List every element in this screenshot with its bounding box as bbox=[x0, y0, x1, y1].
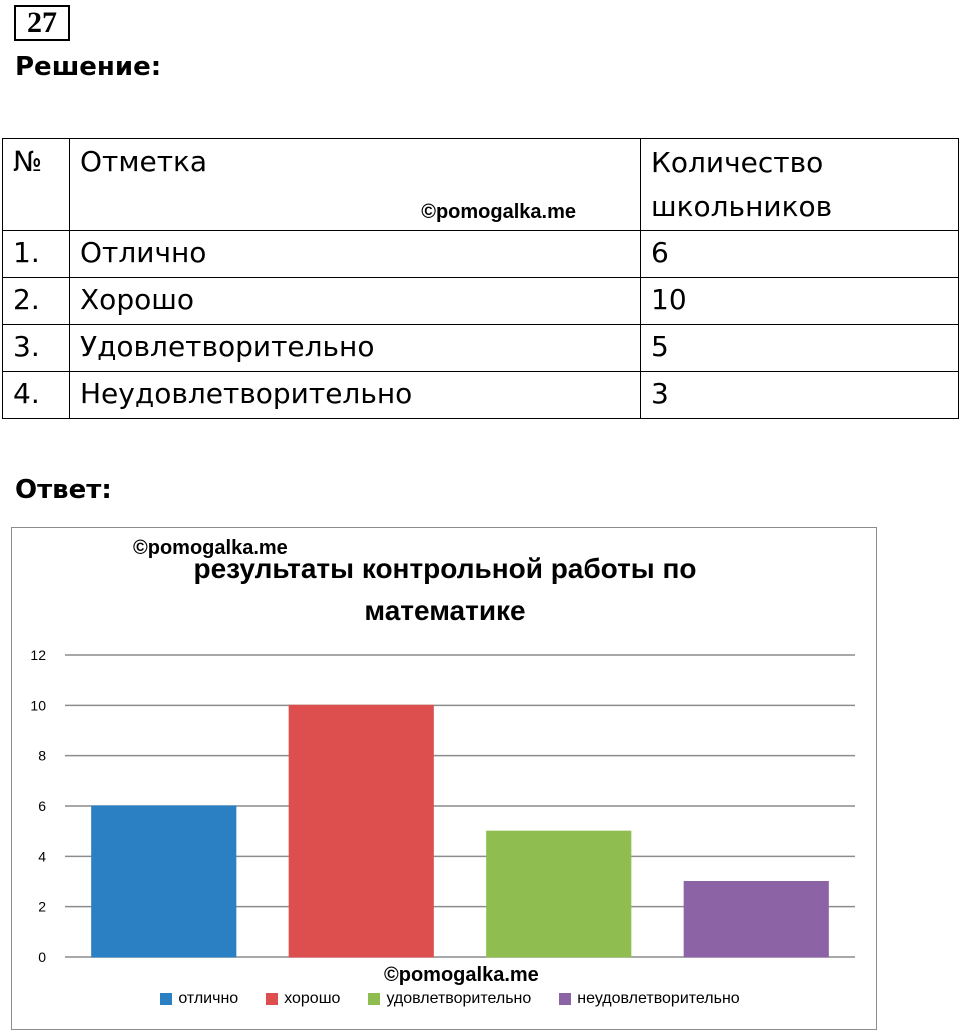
row-count: 10 bbox=[641, 278, 959, 325]
row-grade: Хорошо bbox=[70, 278, 641, 325]
row-num: 4. bbox=[3, 372, 70, 419]
bar-3 bbox=[487, 831, 631, 957]
answer-heading: Ответ: bbox=[15, 475, 112, 505]
legend-label: удовлетворительно bbox=[386, 990, 532, 1007]
header-count-line1: Количество bbox=[651, 146, 824, 179]
watermark-chart-bottom: ©pomogalka.me bbox=[384, 964, 539, 986]
y-tick-label: 4 bbox=[38, 848, 46, 865]
watermark-table: ©pomogalka.me bbox=[421, 201, 576, 223]
legend-label: неудовлетворительно bbox=[577, 990, 740, 1007]
legend-item bbox=[368, 990, 531, 1008]
row-num: 2. bbox=[3, 278, 70, 325]
row-grade: Отлично bbox=[70, 231, 641, 278]
row-grade: Удовлетворительно bbox=[70, 325, 641, 372]
bar-2 bbox=[289, 705, 433, 957]
watermark-chart-top: ©pomogalka.me bbox=[133, 537, 288, 559]
solution-heading: Решение: bbox=[15, 52, 162, 82]
row-grade: Неудовлетворительно bbox=[70, 372, 641, 419]
header-count-line2: школьников bbox=[651, 190, 833, 223]
chart-legend bbox=[0, 990, 900, 1008]
row-count: 6 bbox=[641, 231, 959, 278]
header-num: № bbox=[3, 139, 70, 231]
row-count: 5 bbox=[641, 325, 959, 372]
chart-title: результаты контрольной работы по математике bbox=[193, 553, 697, 626]
row-num: 1. bbox=[3, 231, 70, 278]
legend-swatch bbox=[559, 993, 571, 1005]
y-tick-label: 10 bbox=[30, 697, 46, 714]
y-tick-label: 0 bbox=[38, 949, 46, 965]
legend-label: хорошо bbox=[284, 990, 341, 1007]
legend-swatch bbox=[160, 993, 172, 1005]
y-tick-label: 8 bbox=[38, 747, 46, 764]
legend-item bbox=[266, 990, 340, 1008]
task-number: 27 bbox=[14, 5, 70, 41]
bar-1 bbox=[92, 806, 236, 957]
header-grade-label: Отметка bbox=[80, 145, 208, 178]
bar-4 bbox=[684, 882, 828, 958]
legend-swatch bbox=[266, 993, 278, 1005]
legend-swatch bbox=[368, 993, 380, 1005]
row-count: 3 bbox=[641, 372, 959, 419]
legend-label: отлично bbox=[178, 990, 239, 1007]
y-tick-label: 2 bbox=[38, 898, 46, 915]
legend-item bbox=[559, 990, 739, 1008]
y-tick-label: 6 bbox=[38, 798, 46, 814]
legend-item bbox=[160, 990, 238, 1008]
y-tick-label: 12 bbox=[30, 647, 46, 663]
row-num: 3. bbox=[3, 325, 70, 372]
